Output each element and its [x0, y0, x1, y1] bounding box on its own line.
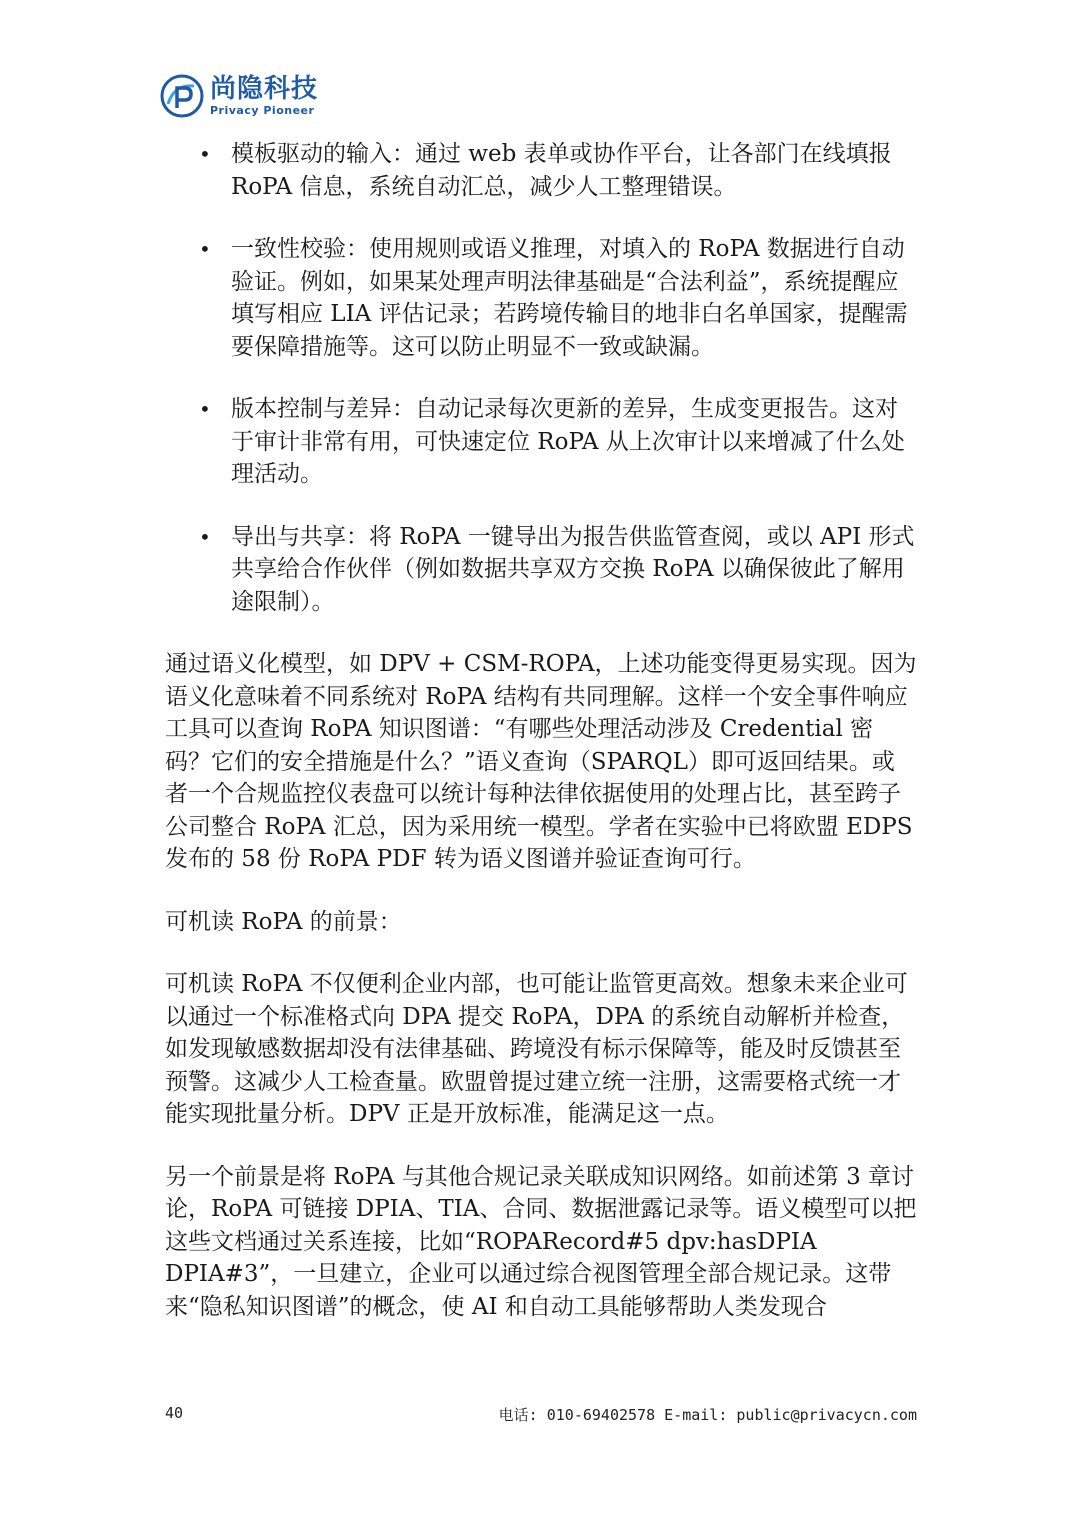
- list-item: [165, 233, 917, 363]
- contact-info: 电话: 010-69402578 E-mail: public@privacycn.com: [498, 1406, 917, 1424]
- section-heading: 可机读 RoPA 的前景：: [165, 908, 402, 935]
- bullet-text: 版本控制与差异：自动记录每次更新的差异，生成变更报告。这对于审计非常有用，可快速定位 RoPA 从上次审计以来增减了什么处理活动。: [231, 396, 905, 487]
- list-item: [165, 521, 917, 619]
- bullet-dot-icon: •: [199, 524, 211, 549]
- bullet-dot-icon: •: [199, 142, 211, 166]
- feature-bullet-list: [165, 138, 917, 618]
- bullet-text: 导出与共享：将 RoPA 一键导出为报告供监管查阅，或以 API 形式共享给合作伙伴（例如数据共享双方交换 RoPA 以确保彼此了解用途限制）。: [231, 523, 915, 615]
- logo-chinese-name: 尚隐科技: [210, 74, 319, 104]
- bullet-dot-icon: •: [199, 237, 211, 261]
- bullet-dot-icon: •: [199, 397, 211, 421]
- list-item: [165, 393, 917, 491]
- list-item: [165, 138, 917, 203]
- page-number: 40: [165, 1404, 184, 1422]
- paragraph-semantic-model: 通过语义化模型，如 DPV + CSM-ROPA，上述功能变得更易实现。因为语义化意味着不同系统对 RoPA 结构有共同理解。这样一个安全事件响应工具可以查询 RoPA 知识图谱：“有哪些处理活动涉及 Credential 密码？它们的安全措施是什么？”语义查询（SPARQL）即可返回结果。或者一个合规监控仪表盘可以统计每种法律依据使用的处理占比，甚至跨子公司整合 RoPA 汇总，因为采用统一模型。学者在实验中已将欧盟 EDPS 发布的 58 份 RoPA PDF 转为语义图谱并验证查询可行。: [165, 651, 917, 872]
- header-logo: [160, 74, 318, 118]
- privacy-pioneer-logo-icon: [160, 74, 204, 118]
- bullet-text: 一致性校验：使用规则或语义推理，对填入的 RoPA 数据进行自动验证。例如，如果某处理声明法律基础是“合法利益”，系统提醒应填写相应 LIA 评估记录；若跨境传输目的地非白名单国家，提醒需要保障措施等。这可以防止明显不一致或缺漏。: [231, 236, 908, 360]
- page-body: [165, 138, 917, 1353]
- paragraph-knowledge-network: 另一个前景是将 RoPA 与其他合规记录关联成知识网络。如前述第 3 章讨论，RoPA 可链接 DPIA、TIA、合同、数据泄露记录等。语义模型可以把这些文档通过关系连接，比如“ROPARecord#5 dpv:hasDPIA DPIA#3”，一旦建立，企业可以通过综合视图管理全部合规记录。这带来“隐私知识图谱”的概念，使 AI 和自动工具能够帮助人类发现合: [165, 1163, 917, 1320]
- paragraph-regulator: 可机读 RoPA 不仅便利企业内部，也可能让监管更高效。想象未来企业可以通过一个标准格式向 DPA 提交 RoPA，DPA 的系统自动解析并检查，如发现敏感数据却没有法律基础、跨境没有标示保障等，能及时反馈甚至预警。这减少人工检查量。欧盟曾提过建立统一注册，这需要格式统一才能实现批量分析。DPV 正是开放标准，能满足这一点。: [165, 971, 908, 1127]
- logo-english-name: Privacy Pioneer: [210, 104, 315, 117]
- bullet-text: 模板驱动的输入：通过 web 表单或协作平台，让各部门在线填报 RoPA 信息，系统自动汇总，减少人工整理错误。: [231, 141, 892, 200]
